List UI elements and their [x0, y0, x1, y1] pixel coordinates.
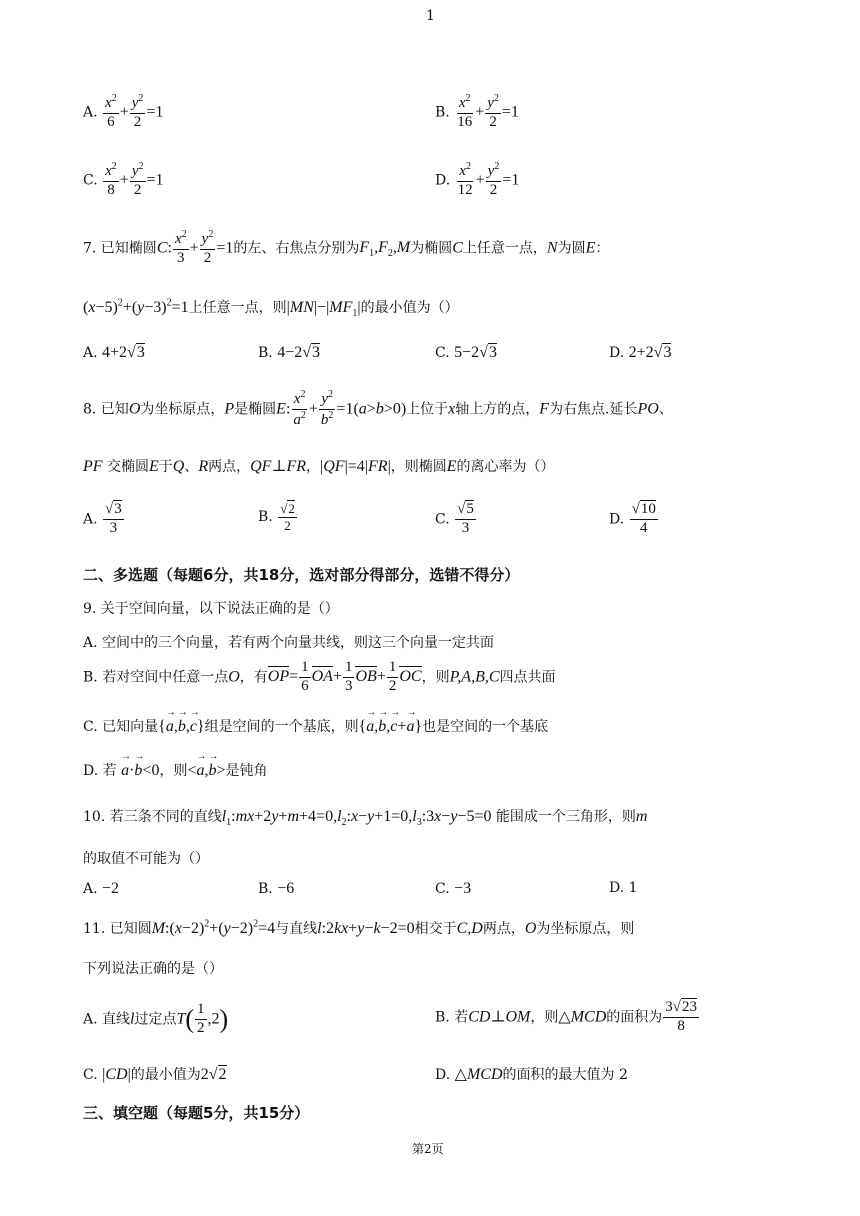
q6-option-d: D. $\frac{x^2}{12}$ + $\frac{y^2}{2}$ =1 [435, 161, 520, 198]
q6-option-a: A. $\frac{x^2}{6}$ + $\frac{y^2}{2}$ =1 [83, 93, 164, 130]
q10-stem: 10. 若三条不同的直线$l_1:mx+2y+m+4=0,l_2:x-y+1=0,l_3:3x-y-5=0$ 能围成一个三角形，则m [83, 808, 648, 829]
page-number-top: 1 [426, 8, 435, 24]
q8-option-d: D. $\frac{√10}{4}$ [609, 501, 656, 536]
q8-stem: 8. 已知O为坐标原点，P是椭圆E: $\frac{x^2}{a^2}$ + $\frac{y^2}{b^2}$ =1(a>b>0)上位于x轴上方的点，F为右焦点.延长PO、 [83, 389, 673, 428]
q9-option-b: B. 若对空间中任意一点O，有OP= $\frac{1}{6}$ OA+ $\frac{1}{3}$ OB+ $\frac{1}{2}$ OC，则P,A,B,C四点共面 [83, 659, 556, 694]
option-label: A. [83, 104, 98, 121]
q11-stem: 11. 已知圆$M:(x-2)^2+(y-2)^2=4$与直线l:2kx+y−k−2=0相交于C,D两点，O为坐标原点，则 [83, 918, 635, 937]
q10-stem-line2: 的取值不可能为（） [83, 851, 209, 867]
q9-option-c: C. 已知向量{→ a,→ b,→ c}组是空间的一个基底，则{→ a,→ b,→ c+→ a}也是空间的一个基底 [83, 716, 548, 736]
q8-option-c: C. $\frac{√5}{3}$ [435, 501, 474, 536]
q7-option-c: C. 5−2√3 [435, 344, 497, 361]
q8-option-b: B. $\frac{√2}{2}$ [258, 501, 295, 533]
q11-option-b: B. 若CD⊥OM，则△MCD的面积为 $\frac{3√23}{8}$ [435, 999, 697, 1034]
q9-stem: 9. 关于空间向量，以下说法正确的是（） [83, 601, 339, 617]
q11-stem-line2: 下列说法正确的是（） [83, 961, 223, 977]
q10-option-d: D. 1 [609, 880, 638, 896]
q9-option-a: A. 空间中的三个向量，若有两个向量共线，则这三个向量一定共面 [83, 635, 495, 651]
section-3-title: 三、填空题（每题5分，共15分） [83, 1104, 310, 1122]
q8-stem-line2: PF 交椭圆E于Q、R两点，QF⊥FR，|QF|=4|FR|，则椭圆E的离心率为（） [83, 458, 555, 475]
section-2-title: 二、多选题（每题6分，共18分，选对部分得部分，选错不得分） [83, 566, 520, 584]
q8-option-a: A. $\frac{√3}{3}$ [83, 501, 122, 536]
q10-option-c: C. −3 [435, 880, 472, 897]
q6-option-b: B. $\frac{x^2}{16}$ + $\frac{y^2}{2}$ =1 [435, 93, 519, 130]
q7-option-d: D. 2+2√3 [609, 344, 672, 361]
q11-option-c: C. |CD|的最小值为2√2 [83, 1066, 227, 1083]
q10-option-b: B. −6 [258, 880, 295, 897]
q11-option-d: D. △MCD的面积的最大值为 2 [435, 1066, 628, 1083]
q7-stem-line2: $(x-5)^2+(y-3)^2=1$上任意一点，则$|MN|-|MF_1|$的最小值为（） [83, 297, 459, 320]
q7-option-a: A. 4+2√3 [83, 344, 145, 361]
q7-stem: 7. 已知椭圆C: $\frac{x^2}{3}$ + $\frac{y^2}{2}$ =1的左、右焦点分别为$F_1,F_2,M$为椭圆C上任意一点，N为圆E： [83, 229, 610, 266]
page-footer: 第2页 [412, 1142, 444, 1156]
q9-option-d: D. 若 → a·→ b<0，则<→ a,→ b>是钝角 [83, 760, 268, 780]
q10-option-a: A. −2 [83, 880, 120, 897]
q11-option-a: A. 直线l过定点T( $\frac{1}{2}$ ,2) [83, 1001, 229, 1036]
q6-option-c: C. $\frac{x^2}{8}$ + $\frac{y^2}{2}$ =1 [83, 161, 164, 198]
q7-option-b: B. 4−2√3 [258, 344, 321, 361]
